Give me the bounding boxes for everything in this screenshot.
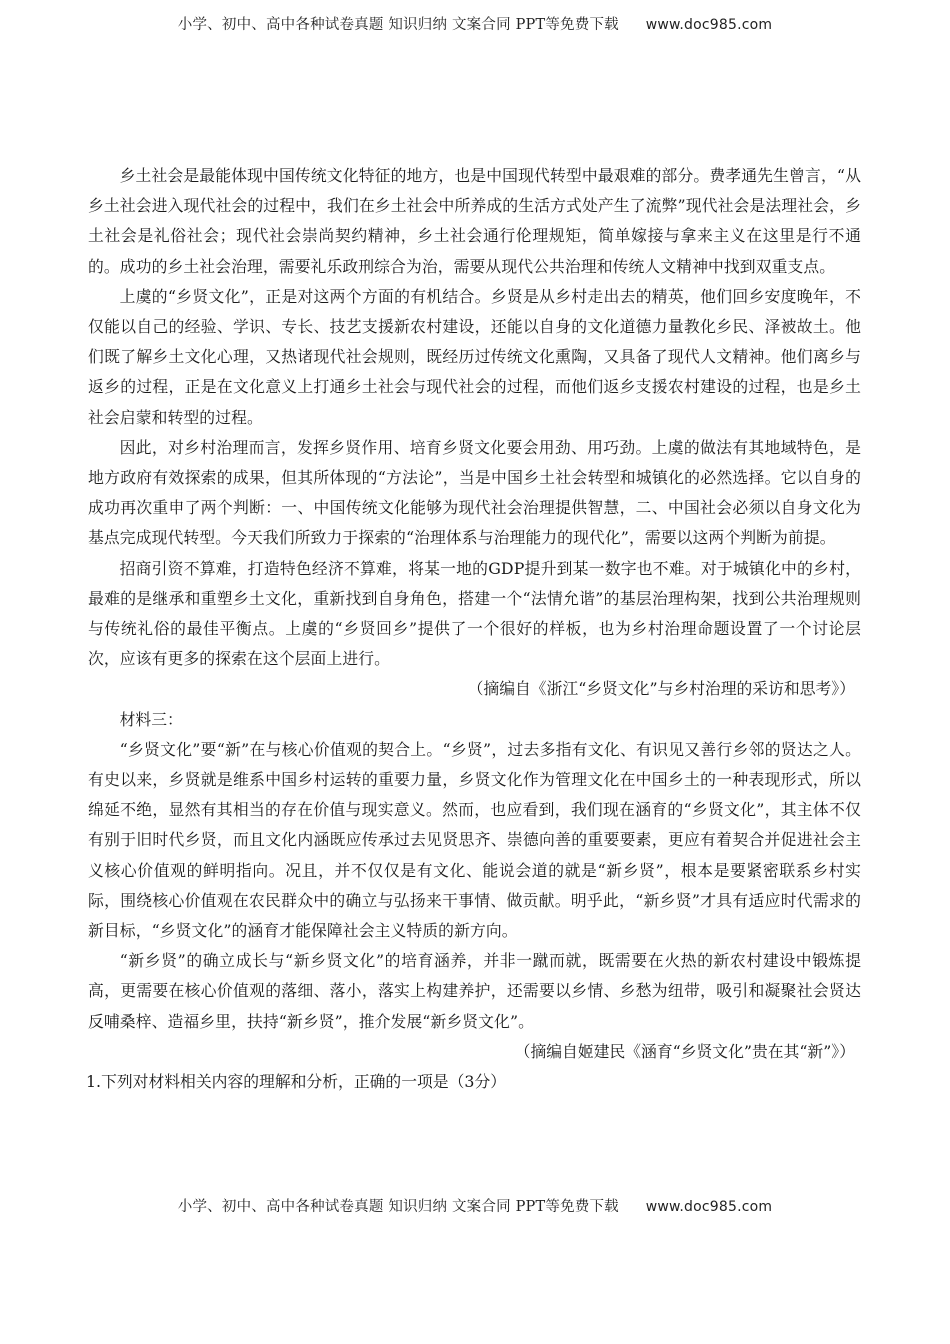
paragraph: 招商引资不算难，打造特色经济不算难，将某一地的GDP提升到某一数字也不难。对于城镇化中的乡村，最难的是继承和重塑乡土文化，重新找到自身角色，搭建一个“法情允谐”的基层治理构架，找到公共治理规则与传统礼俗的最佳平衡点。上虞的“乡贤回乡”提供了一个很好的样板，也为乡村治理命题设置了一个讨论层次，应该有更多的探索在这个层面上进行。 [88,558,861,669]
document-body [88,161,861,1097]
footer-text: 小学、初中、高中各种试卷真题 知识归纳 文案合同 PPT等免费下载 [177,1199,619,1215]
paragraph: 乡土社会是最能体现中国传统文化特征的地方，也是中国现代转型中最艰难的部分。费孝通先生曾言，“从乡土社会进入现代社会的过程中，我们在乡土社会中所养成的生活方式处产生了流弊”现代社会是法理社会，乡土社会是礼俗社会；现代社会崇尚契约精神，乡土社会通行伦理规矩，简单嫁接与拿来主义在这里是行不通的。成功的乡土社会治理，需要礼乐政刑综合为治，需要从现代公共治理和传统人文精神中找到双重支点。 [88,166,861,276]
header-url[interactable]: www.doc985.com [645,17,773,33]
paragraph: “乡贤文化”要“新”在与核心价值观的契合上。“乡贤”，过去多指有文化、有识见又善行乡邻的贤达之人。有史以来，乡贤就是维系中国乡村运转的重要力量，乡贤文化作为管理文化在中国乡土的一种表现形式，所以绵延不绝，显然有其相当的存在价值与现实意义。然而，也应看到，我们现在涵育的“乡贤文化”，其主体不仅有别于旧时代乡贤，而且文化内涵既应传承过去见贤思齐、崇德向善的重要要素，更应有着契合并促进社会主义核心价值观的鲜明指向。况且，并不仅仅是有文化、能说会道的就是“新乡贤”，根本是要紧密联系乡村实际，围绕核心价值观在农民群众中的确立与弘扬来干事情、做贡献。明乎此，“新乡贤”才具有适应时代需求的新目标，“乡贤文化”的涵育才能保障社会主义特质的新方向。 [88,739,861,941]
footer-url[interactable]: www.doc985.com [645,1199,773,1215]
paragraph: 因此，对乡村治理而言，发挥乡贤作用、培育乡贤文化要会用劲、用巧劲。上虞的做法有其地域特色，是地方政府有效探索的成果，但其所体现的“方法论”，当是中国乡土社会转型和城镇化的必然选择。它以自身的成功再次重申了两个判断：一、中国传统文化能够为现代社会治理提供智慧，二、中国社会必须以自身文化为基点完成现代转型。今天我们所致力于探索的“治理体系与治理能力的现代化”，需要以这两个判断为前提。 [88,437,861,548]
paragraph: 上虞的“乡贤文化”，正是对这两个方面的有机结合。乡贤是从乡村走出去的精英，他们回乡安度晚年，不仅能以自己的经验、学识、专长、技艺支援新农村建设，还能以自身的文化道德力量教化乡民、泽被故土。他们既了解乡土文化心理，又热诸现代社会规则，既经历过传统文化熏陶，又具备了现代人文精神。他们离乡与返乡的过程，正是在文化意义上打通乡土社会与现代社会的过程，而他们返乡支援农村建设的过程，也是乡土社会启蒙和转型的过程。 [88,286,861,427]
material-label: 材料三： [119,709,183,729]
question-text: 1.下列对材料相关内容的理解和分析，正确的一项是（3分） [86,1072,507,1092]
source-citation: （摘编自姬建民《涵育“乡贤文化”贵在其“新”》） [514,1041,855,1061]
page-footer [0,1195,950,1216]
source-citation: （摘编自《浙江“乡贤文化”与乡村治理的采访和思考》） [467,679,855,699]
header-text: 小学、初中、高中各种试卷真题 知识归纳 文案合同 PPT等免费下载 [177,17,619,33]
paragraph: “新乡贤”的确立成长与“新乡贤文化”的培育涵养，并非一蹴而就，既需要在火热的新农村建设中锻炼提高，更需要在核心价值观的落细、落小，落实上构建养护，还需要以乡情、乡愁为纽带，吸引和凝聚社会贤达反哺桑梓、造福乡里，扶持“新乡贤”，推介发展“新乡贤文化”。 [88,951,861,1031]
page-header [0,13,950,34]
